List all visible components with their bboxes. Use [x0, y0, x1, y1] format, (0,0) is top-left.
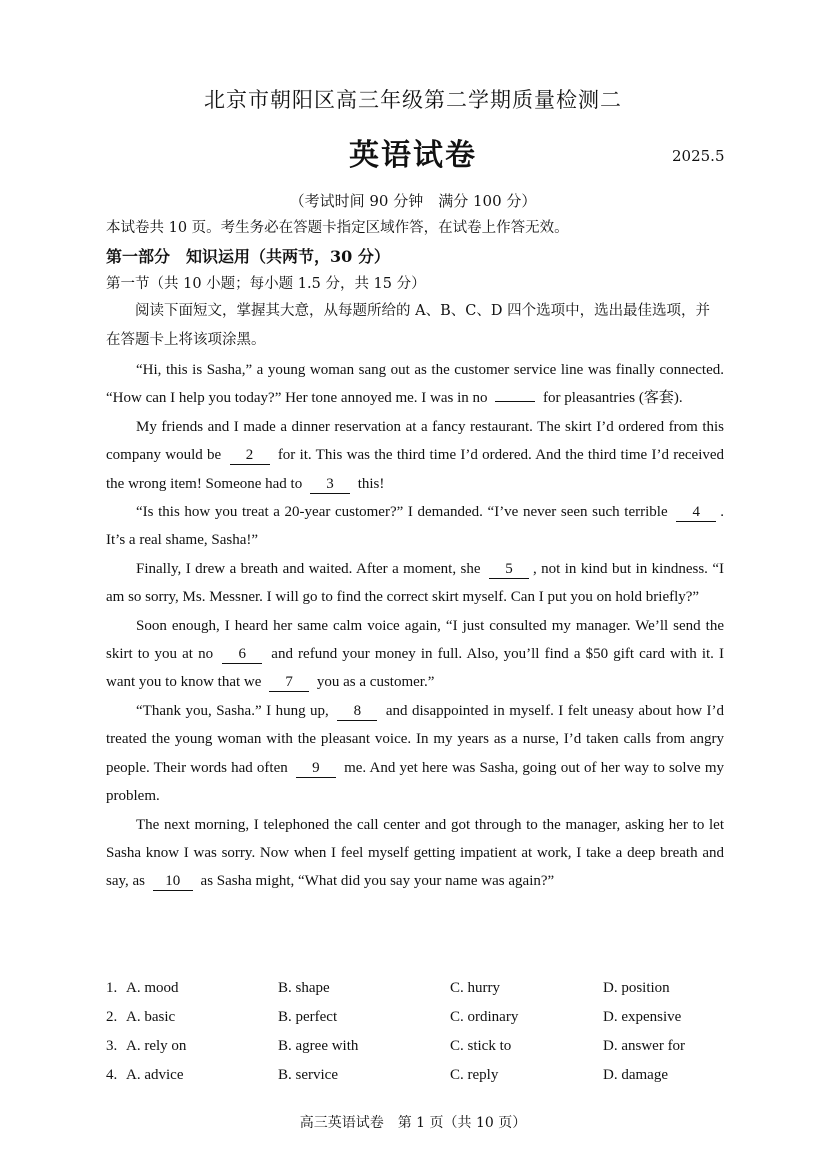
- passage-text: for it. This was the third time I’d ordered. And the third time I’d received the wrong item! Someone had to: [106, 447, 725, 492]
- option-c: C. ordinary: [450, 1009, 519, 1025]
- passage-text: “Thank you, Sasha.” I hung up,: [136, 702, 329, 719]
- directions: 阅读下面短文，掌握其大意，从每题所给的 A、B、C、D 四个选项中，选出最佳选项，并在答题卡上将该项涂黑。: [106, 303, 711, 348]
- blank-4: 4: [676, 503, 716, 522]
- passage-text: “Hi, this is Sasha,” a young woman sang out as the customer service line was finally connected. “How can I help you today?” Her tone annoyed me. I was in no: [106, 362, 724, 407]
- blank-6: 6: [222, 645, 262, 664]
- paragraph-5: [106, 612, 724, 697]
- option-d: D. position: [603, 980, 670, 996]
- option-row-3: [106, 1038, 746, 1067]
- option-b: B. agree with: [278, 1038, 359, 1054]
- blank-8: 8: [337, 702, 377, 721]
- subject-title: 英语试卷: [349, 138, 477, 173]
- passage-text: The next morning, I telephoned the call center and got through to the manager, asking her to let Sasha know I was sorry. Now when I feel myself getting impatient at work, I take a deep breath and say, as: [106, 816, 724, 890]
- passage-text: Finally, I drew a breath and waited. After a moment, she: [136, 560, 481, 577]
- question-number: 3.: [106, 1038, 118, 1054]
- option-d: D. answer for: [603, 1038, 686, 1054]
- passage-text: you as a customer.”: [316, 674, 435, 691]
- page-footer: 高三英语试卷 第 1 页（共 10 页）: [299, 1115, 527, 1131]
- question-number: 4.: [106, 1067, 118, 1083]
- blank-3: 3: [310, 475, 350, 494]
- exam-date: 2025.5: [672, 147, 725, 165]
- option-c: C. hurry: [450, 980, 500, 996]
- blank-7: 7: [269, 673, 309, 692]
- option-b: B. shape: [278, 980, 330, 996]
- option-row-1: [106, 980, 746, 1009]
- blank-5: 5: [489, 560, 529, 579]
- option-c: C. stick to: [450, 1038, 512, 1054]
- blank-10: 10: [153, 872, 193, 891]
- passage-text: as Sasha might, “What did you say your name was again?”: [200, 873, 555, 890]
- passage-text: and disappointed in myself. I felt uneasy about how I’d treated the young woman with the pleasant voice. In my years as a nurse, I’d taken calls from angry people. Their words had often: [106, 702, 725, 776]
- question-number: 1.: [106, 980, 118, 996]
- passage-text: . It’s a real shame, Sasha!”: [106, 504, 724, 549]
- option-c: C. reply: [450, 1067, 499, 1083]
- passage-text: and refund your money in full. Also, you’ll find a $50 gift card with it. I want you to know that we: [106, 646, 725, 691]
- time-note: （考试时间 90 分钟 满分 100 分）: [289, 192, 537, 210]
- paragraph-2: [106, 413, 724, 498]
- paragraph-1: [106, 356, 724, 413]
- passage-text: me. And yet here was Sasha, going out of her way to solve my problem.: [106, 759, 725, 805]
- option-d: D. damage: [603, 1067, 668, 1083]
- option-row-4: [106, 1067, 746, 1096]
- paragraph-7: [106, 811, 724, 896]
- option-a: A. advice: [126, 1067, 184, 1083]
- answer-options: [106, 980, 746, 1096]
- exam-title: 北京市朝阳区高三年级第二学期质量检测二: [204, 88, 622, 112]
- option-b: B. service: [278, 1067, 338, 1083]
- option-b: B. perfect: [278, 1009, 338, 1025]
- option-a: A. basic: [126, 1009, 176, 1025]
- option-a: A. mood: [126, 980, 179, 996]
- passage-text: Soon enough, I heard her same calm voice again, “I just consulted my manager. We’ll send the skirt to you at no: [106, 617, 724, 663]
- option-d: D. expensive: [603, 1009, 682, 1025]
- cloze-passage: [106, 356, 724, 896]
- blank-2: 2: [230, 446, 270, 465]
- passage-text: , not in kind but in kindness. “I am so sorry, Ms. Messner. I will go to find the correct skirt myself. Can I put you on hold briefly?”: [106, 560, 725, 606]
- option-row-2: [106, 1009, 746, 1038]
- blank-1: [495, 401, 535, 402]
- question-number: 2.: [106, 1009, 118, 1025]
- passage-text: this!: [357, 475, 385, 492]
- blank-9: 9: [296, 759, 336, 778]
- section-heading: 第一节（共 10 小题；每小题 1.5 分，共 15 分）: [106, 276, 426, 292]
- paragraph-4: [106, 555, 724, 612]
- part-heading: 第一部分 知识运用（共两节，30 分）: [106, 247, 390, 266]
- passage-text: “Is this how you treat a 20-year customer?” I demanded. “I’ve never seen such terrible: [136, 504, 668, 521]
- passage-text: My friends and I made a dinner reservation at a fancy restaurant. The skirt I’d ordered from this company would be: [106, 418, 724, 464]
- paragraph-3: [106, 498, 724, 555]
- passage-text: for pleasantries (客套).: [543, 390, 683, 407]
- option-a: A. rely on: [126, 1038, 187, 1054]
- instruction: 本试卷共 10 页。考生务必在答题卡指定区域作答，在试卷上作答无效。: [106, 220, 569, 236]
- paragraph-6: [106, 697, 724, 811]
